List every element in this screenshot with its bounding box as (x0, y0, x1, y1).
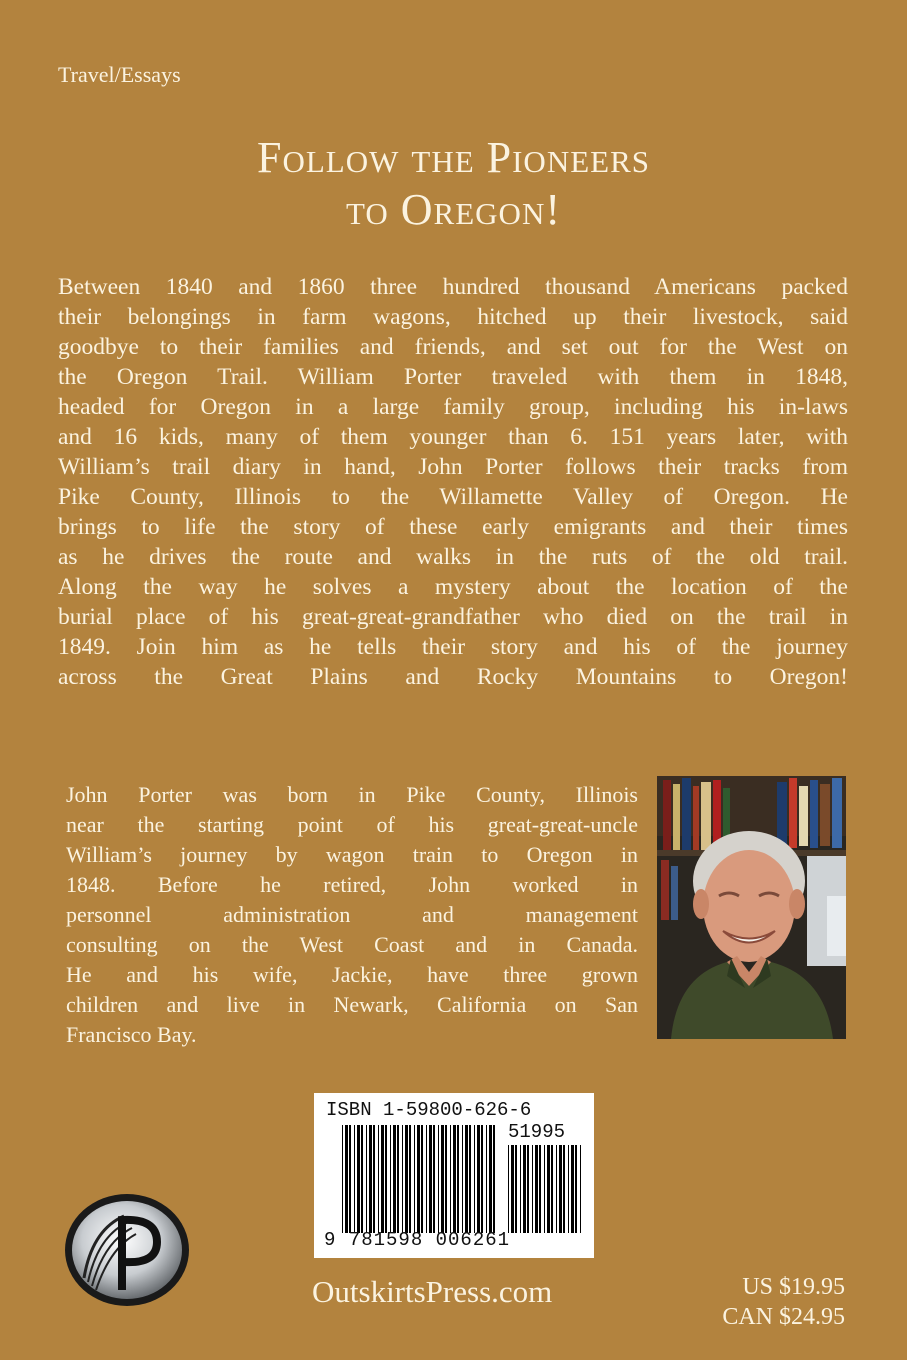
barcode-bar (508, 1145, 509, 1233)
isbn-barcode (314, 1093, 594, 1258)
barcode-bar (441, 1125, 444, 1233)
headline-line-1: Follow the Pioneers (257, 133, 650, 182)
barcode-bar (354, 1125, 355, 1233)
barcode-bar (511, 1145, 514, 1233)
barcode-bar (544, 1145, 545, 1233)
barcode-bar (421, 1125, 423, 1233)
synopsis-line: headed for Oregon in a large family group, including his in-laws (58, 394, 848, 420)
barcode-bar (433, 1125, 435, 1233)
barcode-bar (556, 1145, 557, 1233)
bio-line: personnel administration and management (66, 902, 638, 927)
barcode-bar (457, 1125, 459, 1233)
barcode-bar (393, 1125, 396, 1233)
ean-digits: 9 781598 006261 (324, 1229, 511, 1251)
bio-line: 1848. Before he retired, John worked in (66, 872, 638, 897)
synopsis-line: across the Great Plains and Rocky Mountains to Oregon! (58, 664, 848, 690)
barcode-bar (397, 1125, 399, 1233)
barcode-bar (366, 1125, 367, 1233)
headline (0, 132, 907, 236)
barcode-bar (345, 1125, 348, 1233)
barcode-bar (563, 1145, 565, 1233)
bio-line: William’s journey by wagon train to Oregon in (66, 842, 638, 867)
synopsis (58, 272, 848, 692)
barcode-bar (438, 1125, 439, 1233)
bio-line: children and live in Newark, California on San (66, 992, 638, 1017)
barcode-bar (493, 1125, 495, 1233)
price-block (722, 1272, 845, 1332)
barcode-bar (489, 1125, 492, 1233)
price-us: US $19.95 (742, 1274, 845, 1300)
barcode-bar (571, 1145, 574, 1233)
barcode-bar (385, 1125, 387, 1233)
barcode-bar (515, 1145, 517, 1233)
price-can: CAN $24.95 (722, 1304, 845, 1330)
barcode-bar (486, 1125, 487, 1233)
barcode-bar (453, 1125, 456, 1233)
barcode-bar (527, 1145, 529, 1233)
barcode-bar (409, 1125, 411, 1233)
barcode-bar (429, 1125, 432, 1233)
synopsis-line: William’s trail diary in hand, John Porter follows their tracks from (58, 454, 848, 480)
synopsis-line: and 16 kids, many of them younger than 6. 151 years later, with (58, 424, 848, 450)
barcode-bar (426, 1125, 427, 1233)
synopsis-line: as he drives the route and walks in the ruts of the old trail. (58, 544, 848, 570)
barcode-bar (474, 1125, 475, 1233)
barcode-bar (417, 1125, 420, 1233)
synopsis-line: brings to life the story of these early emigrants and their times (58, 514, 848, 540)
barcode-bar (381, 1125, 384, 1233)
synopsis-line: Pike County, Illinois to the Willamette Valley of Oregon. He (58, 484, 848, 510)
barcode-bar (520, 1145, 521, 1233)
bio-line: Francisco Bay. (66, 1022, 197, 1047)
synopsis-line: Between 1840 and 1860 three hundred thousand Americans packed (58, 274, 848, 300)
barcode-bar (390, 1125, 391, 1233)
author-bio (66, 780, 638, 1050)
barcode-bar (477, 1125, 480, 1233)
barcode-bar (535, 1145, 538, 1233)
author-photo (657, 776, 846, 1039)
barcode-bar (465, 1125, 468, 1233)
barcode-bar (450, 1125, 451, 1233)
bio-line: consulting on the West Coast and in Canada. (66, 932, 638, 957)
synopsis-line: burial place of his great-great-grandfather who died on the trail in (58, 604, 848, 630)
barcode-bar (532, 1145, 533, 1233)
barcode-bar (361, 1125, 363, 1233)
synopsis-line: Along the way he solves a mystery about the location of the (58, 574, 848, 600)
isbn-number: ISBN 1-59800-626-6 (326, 1099, 532, 1121)
barcode-bar (378, 1125, 379, 1233)
bio-line: John Porter was born in Pike County, Illinois (66, 782, 638, 807)
barcode-bar (342, 1125, 343, 1233)
headline-line-2: to Oregon! (346, 185, 561, 234)
barcode-bar (357, 1125, 360, 1233)
barcode-bar (551, 1145, 553, 1233)
barcode-bar (405, 1125, 408, 1233)
bio-line: He and his wife, Jackie, have three grown (66, 962, 638, 987)
publisher-logo-icon (62, 1190, 192, 1310)
barcode-bar (580, 1145, 581, 1233)
barcode-bar (575, 1145, 577, 1233)
barcode-bar (568, 1145, 569, 1233)
barcode-bar (539, 1145, 541, 1233)
synopsis-line: 1849. Join him as he tells their story and his of the journey (58, 634, 848, 660)
publisher-name: OutskirtsPress.com (312, 1274, 553, 1309)
barcode-bar (523, 1145, 526, 1233)
category-label: Travel/Essays (58, 62, 181, 87)
synopsis-line: their belongings in farm wagons, hitched up their livestock, said (58, 304, 848, 330)
price-code: 51995 (508, 1121, 566, 1143)
synopsis-line: goodbye to their families and friends, and set out for the West on (58, 334, 848, 360)
barcode-bar (369, 1125, 372, 1233)
barcode-bar (402, 1125, 403, 1233)
barcode-bar (547, 1145, 550, 1233)
bio-line: near the starting point of his great-great-uncle (66, 812, 638, 837)
barcode-bar (469, 1125, 471, 1233)
barcode-bar (462, 1125, 463, 1233)
barcode-bar (559, 1145, 562, 1233)
barcode-bar (445, 1125, 447, 1233)
barcode-bar (481, 1125, 483, 1233)
synopsis-line: the Oregon Trail. William Porter traveled with them in 1848, (58, 364, 848, 390)
barcode-bar (349, 1125, 351, 1233)
barcode-bar (373, 1125, 375, 1233)
barcode-bar (414, 1125, 415, 1233)
